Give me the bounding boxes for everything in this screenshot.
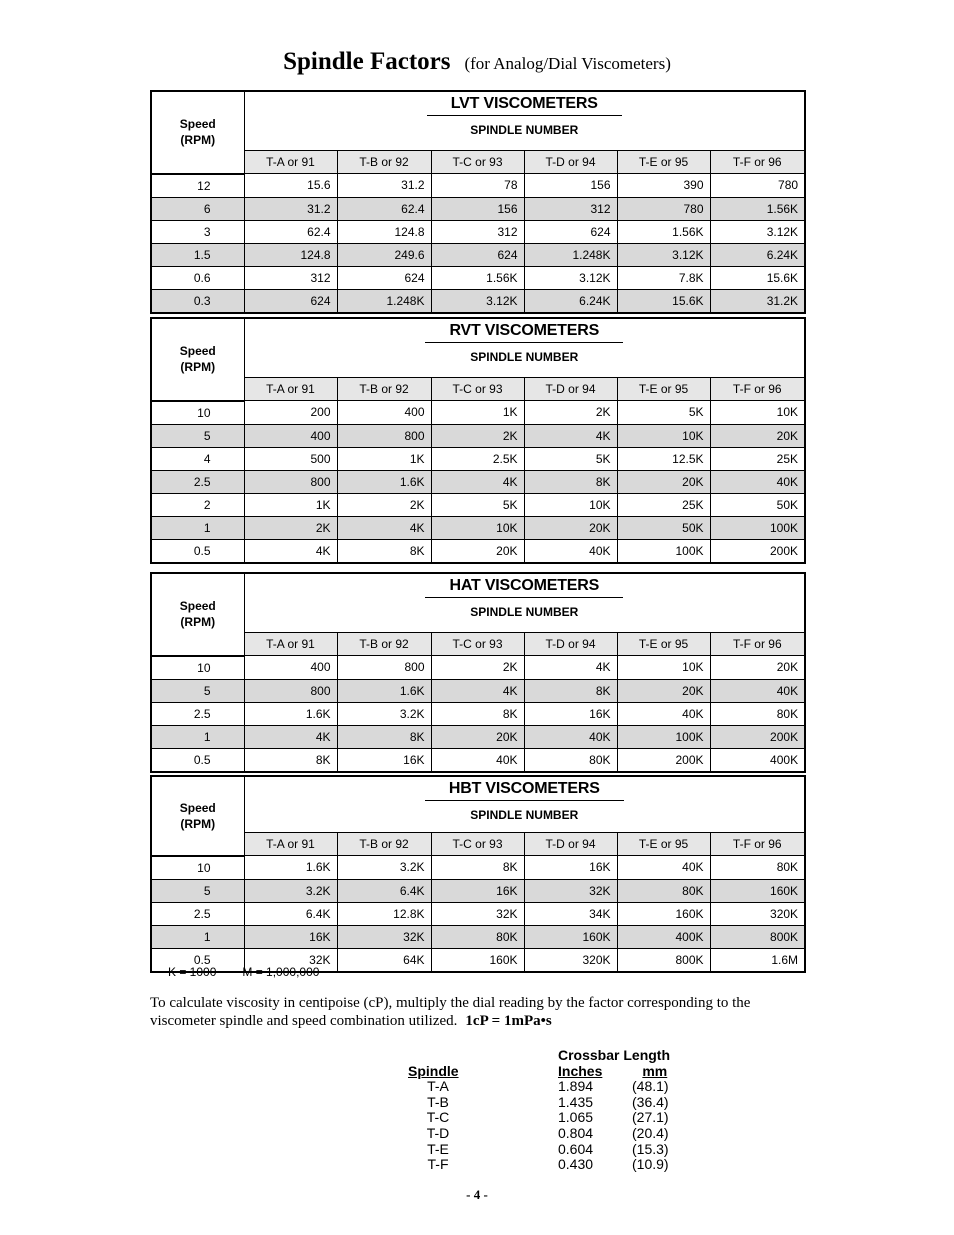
factor-cell: 624 — [337, 266, 431, 289]
factor-cell: 800 — [244, 470, 337, 493]
page-number: - 4 - — [466, 1187, 488, 1202]
spindle-column-header: T-C or 93 — [431, 633, 524, 656]
xb-inches: 1.065 — [558, 1109, 594, 1126]
spindle-number-label: SPINDLE NUMBER — [470, 808, 579, 822]
xb-spindle: T-D — [426, 1124, 450, 1141]
factor-cell: 20K — [524, 516, 617, 539]
factor-cell: 200 — [244, 401, 337, 425]
factor-cell: 80K — [710, 702, 805, 725]
xb-units-head — [558, 1064, 708, 1080]
speed-cell: 0.5 — [151, 539, 244, 563]
factor-cell: 400 — [244, 656, 337, 680]
factor-cell: 624 — [524, 220, 617, 243]
factor-cell: 1.56K — [617, 220, 710, 243]
factor-cell: 31.2K — [710, 289, 805, 313]
factor-cell: 20K — [617, 679, 710, 702]
factor-cell: 16K — [524, 702, 617, 725]
factor-cell: 3.2K — [337, 856, 431, 880]
factor-cell: 780 — [617, 197, 710, 220]
legend-k: K = 1000 — [168, 965, 217, 979]
spindle-column-header: T-E or 95 — [617, 378, 710, 401]
spindle-column-header: T-F or 96 — [710, 151, 805, 174]
factor-cell: 8K — [524, 679, 617, 702]
table-banner — [244, 776, 805, 833]
factor-cell: 25K — [617, 493, 710, 516]
spindle-column-header: T-E or 95 — [617, 633, 710, 656]
table-row — [151, 679, 805, 702]
factor-cell: 800 — [244, 679, 337, 702]
factor-cell: 8K — [337, 539, 431, 563]
spindle-number-label: SPINDLE NUMBER — [470, 605, 579, 619]
factor-cell: 249.6 — [337, 243, 431, 266]
factor-cell: 4K — [244, 725, 337, 748]
factor-cell: 160K — [710, 879, 805, 902]
factor-cell: 15.6K — [617, 289, 710, 313]
table-row — [151, 902, 805, 925]
xb-mm: (20.4) — [632, 1124, 669, 1141]
factor-cell: 3.12K — [617, 243, 710, 266]
factor-cell: 8K — [337, 725, 431, 748]
spindle-column-header: T-A or 91 — [244, 633, 337, 656]
factor-cell: 1.248K — [524, 243, 617, 266]
factor-cell: 400 — [244, 424, 337, 447]
factor-cell: 40K — [710, 679, 805, 702]
factor-cell: 40K — [617, 856, 710, 880]
factor-cell: 5K — [617, 401, 710, 425]
factor-cell: 40K — [524, 539, 617, 563]
speed-cell: 0.5 — [151, 748, 244, 772]
factor-cell: 160K — [431, 948, 524, 972]
factor-cell: 40K — [617, 702, 710, 725]
xb-inches: 0.604 — [558, 1140, 594, 1157]
viscometer-model-title: HAT VISCOMETERS — [425, 577, 623, 598]
xb-row — [558, 1142, 708, 1158]
table-row — [151, 174, 805, 198]
spindle-number-label: SPINDLE NUMBER — [470, 350, 579, 364]
table-row — [151, 266, 805, 289]
table-row — [151, 539, 805, 563]
factor-cell: 2K — [431, 656, 524, 680]
unit-legend — [168, 965, 319, 979]
factor-cell: 31.2 — [337, 174, 431, 198]
factor-cell: 800K — [710, 925, 805, 948]
speed-label: Speed — [179, 344, 216, 359]
xb-mm-label: mm — [642, 1062, 668, 1079]
table-banner — [244, 573, 805, 633]
factor-cell: 62.4 — [244, 220, 337, 243]
spindle-column-header: T-A or 91 — [244, 378, 337, 401]
speed-cell: 5 — [151, 679, 244, 702]
factor-cell: 1.6K — [337, 470, 431, 493]
factor-cell: 20K — [710, 656, 805, 680]
xb-inches: 1.894 — [558, 1078, 594, 1095]
table-banner — [244, 91, 805, 151]
speed-cell: 1.5 — [151, 243, 244, 266]
table-row — [151, 424, 805, 447]
spindle-column-header: T-C or 93 — [431, 378, 524, 401]
spindle-column-header: T-E or 95 — [617, 151, 710, 174]
xb-inches: 1.435 — [558, 1093, 594, 1110]
xb-row — [558, 1079, 708, 1095]
viscometer-table-1 — [150, 317, 806, 564]
factor-cell: 1.6M — [710, 948, 805, 972]
factor-cell: 12.5K — [617, 447, 710, 470]
xb-spindle: T-A — [427, 1078, 449, 1095]
table-row — [151, 401, 805, 425]
spindle-number-label: SPINDLE NUMBER — [470, 123, 579, 137]
factor-cell: 78 — [431, 174, 524, 198]
factor-cell: 4K — [524, 424, 617, 447]
factor-cell: 800K — [617, 948, 710, 972]
table-banner — [244, 318, 805, 378]
factor-cell: 64K — [337, 948, 431, 972]
factor-cell: 8K — [524, 470, 617, 493]
xb-inches: 0.804 — [558, 1124, 594, 1141]
factor-cell: 100K — [710, 516, 805, 539]
factor-cell: 6.24K — [524, 289, 617, 313]
xb-spindle-col — [408, 1048, 468, 1173]
speed-cell: 10 — [151, 656, 244, 680]
factor-cell: 100K — [617, 725, 710, 748]
factor-cell: 1.6K — [244, 856, 337, 880]
factor-cell: 156 — [524, 174, 617, 198]
factor-cell: 6.24K — [710, 243, 805, 266]
factor-cell: 80K — [710, 856, 805, 880]
table-row — [151, 220, 805, 243]
xb-heading: Crossbar Length — [558, 1047, 671, 1063]
speed-cell: 6 — [151, 197, 244, 220]
spindle-column-header: T-E or 95 — [617, 833, 710, 856]
factor-cell: 4K — [431, 470, 524, 493]
factor-cell: 5K — [431, 493, 524, 516]
xb-inches-label: Inches — [558, 1062, 603, 1079]
xb-inches-col — [558, 1048, 708, 1173]
factor-cell: 15.6K — [710, 266, 805, 289]
xb-row — [558, 1157, 708, 1173]
factor-cell: 8K — [244, 748, 337, 772]
factor-cell: 800 — [337, 656, 431, 680]
factor-cell: 62.4 — [337, 197, 431, 220]
speed-cell: 0.6 — [151, 266, 244, 289]
viscometer-table-2 — [150, 572, 806, 773]
spindle-column-header: T-F or 96 — [710, 833, 805, 856]
factor-cell: 500 — [244, 447, 337, 470]
spindle-column-header: T-B or 92 — [337, 833, 431, 856]
table-row — [151, 925, 805, 948]
factor-cell: 16K — [524, 856, 617, 880]
factor-cell: 16K — [337, 748, 431, 772]
factor-cell: 20K — [617, 470, 710, 493]
calculation-note — [150, 994, 810, 1030]
spindle-column-header: T-D or 94 — [524, 151, 617, 174]
factor-cell: 780 — [710, 174, 805, 198]
viscometer-model-title: LVT VISCOMETERS — [427, 95, 622, 116]
factor-cell: 1.56K — [710, 197, 805, 220]
table-row — [151, 197, 805, 220]
legend-m: M = 1,000,000 — [242, 965, 320, 979]
factor-cell: 624 — [431, 243, 524, 266]
factor-cell: 10K — [617, 656, 710, 680]
speed-label: Speed — [179, 117, 216, 132]
rpm-label: (RPM) — [180, 133, 216, 148]
xb-mm: (36.4) — [632, 1093, 669, 1110]
factor-cell: 80K — [617, 879, 710, 902]
speed-cell: 2.5 — [151, 470, 244, 493]
factor-cell: 3.12K — [431, 289, 524, 313]
factor-cell: 1K — [337, 447, 431, 470]
table-row — [151, 516, 805, 539]
rpm-label: (RPM) — [180, 615, 216, 630]
factor-cell: 16K — [431, 879, 524, 902]
factor-cell: 40K — [431, 748, 524, 772]
table-row — [151, 656, 805, 680]
factor-cell: 312 — [431, 220, 524, 243]
factor-cell: 400K — [710, 748, 805, 772]
factor-cell: 4K — [337, 516, 431, 539]
factor-cell: 3.2K — [244, 879, 337, 902]
speed-cell: 1 — [151, 516, 244, 539]
speed-cell: 1 — [151, 925, 244, 948]
xb-spindle-label: Spindle — [408, 1062, 459, 1079]
factor-cell: 3.12K — [710, 220, 805, 243]
factor-cell: 6.4K — [244, 902, 337, 925]
table-row — [151, 702, 805, 725]
factor-cell: 25K — [710, 447, 805, 470]
xb-mm: (27.1) — [632, 1109, 669, 1126]
factor-cell: 40K — [710, 470, 805, 493]
factor-cell: 50K — [710, 493, 805, 516]
factor-cell: 1.6K — [337, 679, 431, 702]
speed-cell: 5 — [151, 879, 244, 902]
note-bold: 1cP = 1mPa•s — [465, 1013, 552, 1029]
factor-cell: 2K — [337, 493, 431, 516]
factor-cell: 400 — [337, 401, 431, 425]
factor-cell: 7.8K — [617, 266, 710, 289]
speed-cell: 2 — [151, 493, 244, 516]
viscometer-model-title: RVT VISCOMETERS — [425, 322, 623, 343]
speed-cell: 1 — [151, 725, 244, 748]
factor-cell: 5K — [524, 447, 617, 470]
factor-cell: 40K — [524, 725, 617, 748]
title-sub: (for Analog/Dial Viscometers) — [464, 54, 671, 73]
xb-spindle-values — [408, 1079, 468, 1173]
factor-cell: 2K — [524, 401, 617, 425]
factor-cell: 1K — [244, 493, 337, 516]
speed-label: Speed — [179, 800, 216, 815]
factor-cell: 10K — [710, 401, 805, 425]
factor-cell: 160K — [524, 925, 617, 948]
speed-label: Speed — [179, 599, 216, 614]
spindle-column-header: T-C or 93 — [431, 151, 524, 174]
xb-spindle: T-B — [427, 1093, 449, 1110]
speed-rpm-header — [151, 776, 244, 856]
factor-cell: 390 — [617, 174, 710, 198]
factor-cell: 1K — [431, 401, 524, 425]
xb-mm: (15.3) — [632, 1140, 669, 1157]
speed-rpm-header — [151, 318, 244, 401]
speed-rpm-header — [151, 91, 244, 174]
factor-cell: 4K — [524, 656, 617, 680]
factor-cell: 32K — [244, 948, 337, 972]
speed-cell: 5 — [151, 424, 244, 447]
table-row — [151, 447, 805, 470]
factor-cell: 2.5K — [431, 447, 524, 470]
factor-cell: 156 — [431, 197, 524, 220]
factor-cell: 624 — [244, 289, 337, 313]
xb-row — [558, 1095, 708, 1111]
table-row — [151, 725, 805, 748]
xb-spindle: T-E — [427, 1140, 449, 1157]
factor-cell: 200K — [710, 539, 805, 563]
spindle-column-header: T-B or 92 — [337, 378, 431, 401]
note-text: To calculate viscosity in centipoise (cP), multiply the dial reading by the factor corresponding to the viscometer spindle and speed combination utilized. — [150, 995, 751, 1029]
factor-cell: 8K — [431, 856, 524, 880]
factor-cell: 2K — [244, 516, 337, 539]
xb-row — [558, 1110, 708, 1126]
spindle-column-header: T-D or 94 — [524, 378, 617, 401]
factor-cell: 320K — [710, 902, 805, 925]
xb-row — [558, 1126, 708, 1142]
factor-cell: 10K — [431, 516, 524, 539]
title-main: Spindle Factors — [283, 48, 451, 75]
factor-cell: 80K — [431, 925, 524, 948]
factor-cell: 20K — [431, 539, 524, 563]
factor-cell: 100K — [617, 539, 710, 563]
table-row — [151, 879, 805, 902]
factor-cell: 1.6K — [244, 702, 337, 725]
table-row — [151, 289, 805, 313]
factor-cell: 124.8 — [244, 243, 337, 266]
speed-cell: 0.5 — [151, 948, 244, 972]
factor-cell: 16K — [244, 925, 337, 948]
xb-mm: (48.1) — [632, 1078, 669, 1095]
factor-cell: 80K — [524, 748, 617, 772]
factor-cell: 50K — [617, 516, 710, 539]
factor-cell: 1.56K — [431, 266, 524, 289]
factor-cell: 10K — [524, 493, 617, 516]
table-row — [151, 748, 805, 772]
factor-cell: 320K — [524, 948, 617, 972]
spindle-column-header: T-D or 94 — [524, 833, 617, 856]
rpm-label: (RPM) — [180, 360, 216, 375]
factor-cell: 6.4K — [337, 879, 431, 902]
speed-cell: 10 — [151, 856, 244, 880]
factor-cell: 800 — [337, 424, 431, 447]
speed-cell: 12 — [151, 174, 244, 198]
speed-cell: 0.3 — [151, 289, 244, 313]
factor-cell: 8K — [431, 702, 524, 725]
viscometer-model-title: HBT VISCOMETERS — [425, 780, 624, 801]
factor-cell: 2K — [431, 424, 524, 447]
table-row — [151, 856, 805, 880]
factor-cell: 4K — [244, 539, 337, 563]
factor-cell: 32K — [431, 902, 524, 925]
factor-cell: 3.2K — [337, 702, 431, 725]
xb-spindle: T-F — [427, 1156, 449, 1173]
factor-cell: 34K — [524, 902, 617, 925]
factor-cell: 312 — [244, 266, 337, 289]
factor-cell: 32K — [337, 925, 431, 948]
speed-cell: 10 — [151, 401, 244, 425]
spindle-column-header: T-A or 91 — [244, 833, 337, 856]
xb-values — [558, 1079, 708, 1173]
table-row — [151, 493, 805, 516]
speed-cell: 2.5 — [151, 902, 244, 925]
table-row — [151, 470, 805, 493]
factor-cell: 12.8K — [337, 902, 431, 925]
speed-rpm-header — [151, 573, 244, 656]
factor-cell: 32K — [524, 879, 617, 902]
factor-cell: 1.248K — [337, 289, 431, 313]
spindle-column-header: T-C or 93 — [431, 833, 524, 856]
spindle-column-header: T-F or 96 — [710, 633, 805, 656]
factor-cell: 200K — [617, 748, 710, 772]
factor-cell: 4K — [431, 679, 524, 702]
xb-mm: (10.9) — [632, 1156, 669, 1173]
factor-cell: 15.6 — [244, 174, 337, 198]
viscometer-table-3 — [150, 775, 806, 973]
page-title — [0, 48, 954, 76]
factor-cell: 312 — [524, 197, 617, 220]
speed-cell: 3 — [151, 220, 244, 243]
spindle-column-header: T-B or 92 — [337, 151, 431, 174]
viscometer-table-0 — [150, 90, 806, 314]
factor-cell: 31.2 — [244, 197, 337, 220]
factor-cell: 3.12K — [524, 266, 617, 289]
spindle-column-header: T-F or 96 — [710, 378, 805, 401]
factor-cell: 124.8 — [337, 220, 431, 243]
speed-cell: 2.5 — [151, 702, 244, 725]
factor-cell: 20K — [431, 725, 524, 748]
factor-cell: 10K — [617, 424, 710, 447]
spindle-column-header: T-A or 91 — [244, 151, 337, 174]
speed-cell: 4 — [151, 447, 244, 470]
xb-spindle: T-C — [426, 1109, 450, 1126]
table-row — [151, 243, 805, 266]
factor-cell: 400K — [617, 925, 710, 948]
factor-cell: 160K — [617, 902, 710, 925]
xb-inches: 0.430 — [558, 1156, 594, 1173]
spindle-column-header: T-D or 94 — [524, 633, 617, 656]
rpm-label: (RPM) — [180, 816, 216, 831]
factor-cell: 20K — [710, 424, 805, 447]
spindle-column-header: T-B or 92 — [337, 633, 431, 656]
factor-cell: 200K — [710, 725, 805, 748]
